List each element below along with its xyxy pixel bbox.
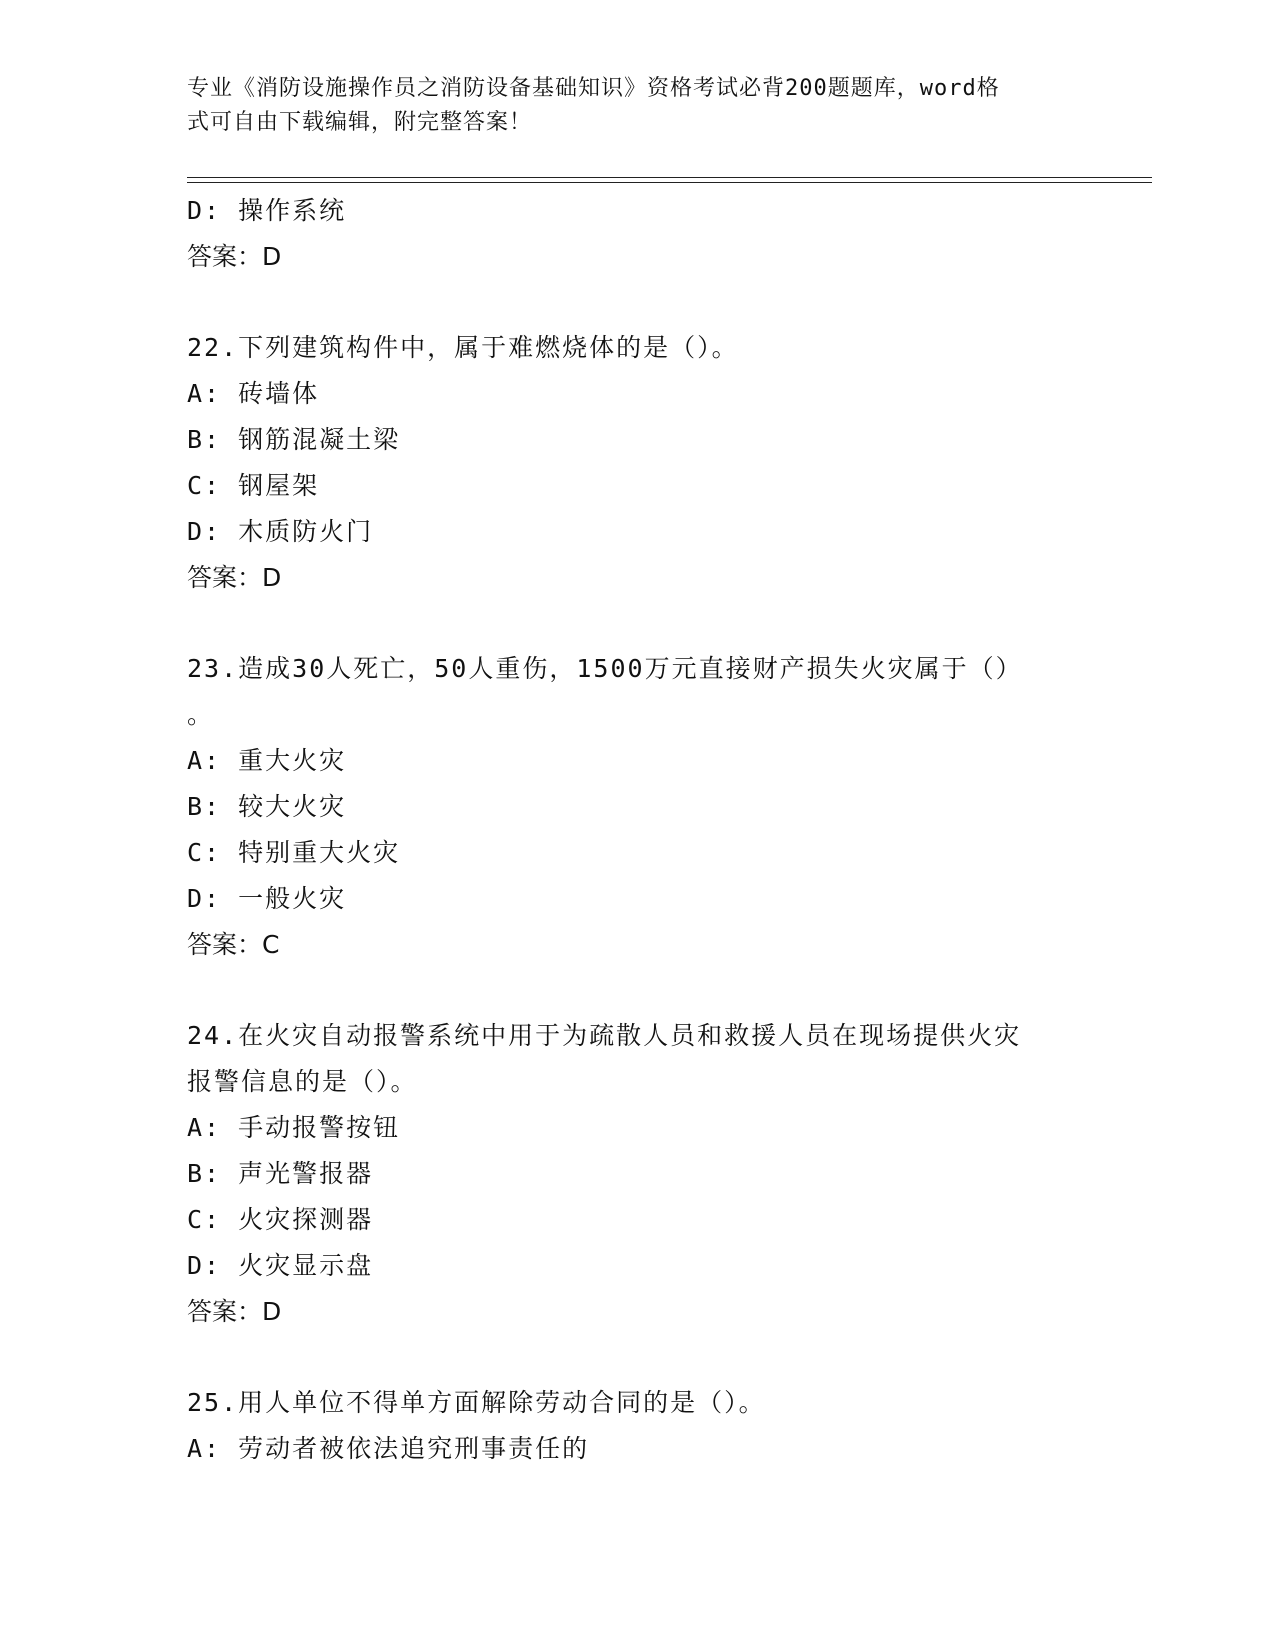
option-a: A: 手动报警按钮: [187, 1113, 401, 1142]
option-b: B: 较大火灾: [187, 792, 347, 821]
document-header: [187, 72, 1067, 140]
question-24: [187, 1013, 1087, 1335]
option-d: D: 火灾显示盘: [187, 1251, 374, 1280]
answer-line: 答案：D: [187, 563, 282, 592]
option-a: A: 重大火灾: [187, 746, 347, 775]
header-rule-bottom: [187, 182, 1152, 183]
option-d: D: 一般火灾: [187, 884, 347, 913]
question-stem-continued: 报警信息的是（）。: [187, 1067, 418, 1096]
previous-question-tail: [187, 188, 1087, 280]
question-list: [187, 188, 1087, 1472]
answer-line: 答案：D: [187, 242, 282, 271]
header-rule-top: [187, 177, 1152, 178]
answer-line: 答案：C: [187, 930, 280, 959]
header-line-1: 专业《消防设施操作员之消防设备基础知识》资格考试必背200题题库，word格: [187, 76, 1000, 101]
question-25: [187, 1380, 1087, 1472]
question-stem: 25.用人单位不得单方面解除劳动合同的是（）。: [187, 1388, 766, 1417]
answer-line: 答案：D: [187, 1297, 282, 1326]
option-b: B: 钢筋混凝土梁: [187, 425, 401, 454]
option-a: A: 劳动者被依法追究刑事责任的: [187, 1434, 590, 1463]
option-c: C: 火灾探测器: [187, 1205, 374, 1234]
option-d: D: 木质防火门: [187, 517, 374, 546]
question-stem: 23.造成30人死亡，50人重伤，1500万元直接财产损失火灾属于（）: [187, 654, 1023, 683]
question-23: [187, 646, 1087, 968]
option-b: B: 声光警报器: [187, 1159, 374, 1188]
option-c: C: 钢屋架: [187, 471, 320, 500]
question-22: [187, 325, 1087, 601]
question-stem: 24.在火灾自动报警系统中用于为疏散人员和救援人员在现场提供火灾: [187, 1021, 1022, 1050]
header-line-2: 式可自由下载编辑，附完整答案！: [187, 110, 533, 135]
option-a: A: 砖墙体: [187, 379, 320, 408]
question-stem: 22.下列建筑构件中，属于难燃烧体的是（）。: [187, 333, 739, 362]
option-c: C: 特别重大火灾: [187, 838, 401, 867]
question-stem-continued: 。: [187, 700, 215, 729]
option-d: D: 操作系统: [187, 196, 347, 225]
